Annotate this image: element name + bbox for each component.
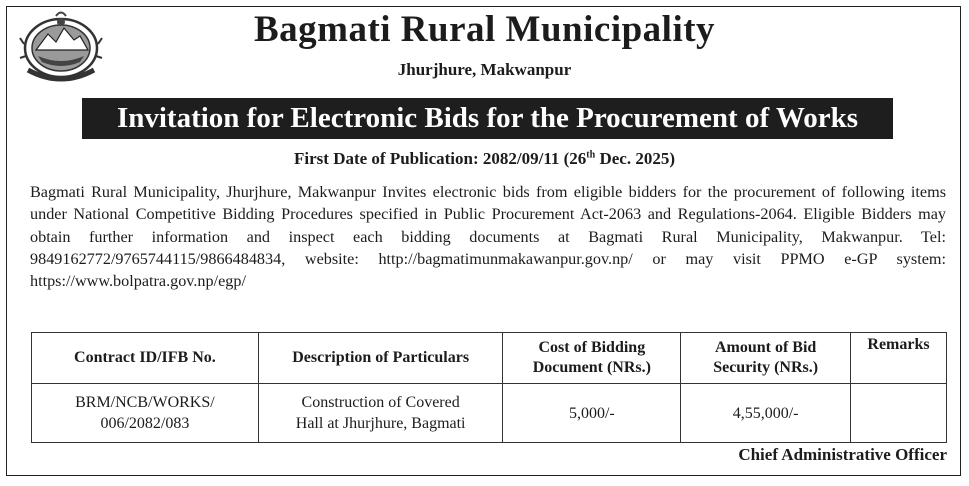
notice-body: Bagmati Rural Municipality, Jhurjhure, Makwanpur Invites electronic bids from eligible bidders for the procurement of following items under National Competitive Bidding Procedures specified in Public Procurement Act-2063 and Regulations-2064. Eligible Bidders may obtain further information and inspect each bidding documents at Bagmati Rural Municipality, Makwanpur. Tel: 9849162772/9765744115/9866484834, website: http://bagmatimunmakawanpur.gov.np/ or may visit PPMO e-GP system: https://www.bolpatra.gov.np/egp/	[30, 183, 946, 291]
header-cost-line2: Document (NRs.)	[532, 359, 651, 376]
cell-remarks	[851, 384, 947, 443]
table-header-row	[32, 333, 947, 384]
header-remarks: Remarks	[851, 333, 947, 384]
publication-date-suffix-sup: th	[586, 149, 596, 161]
header-security	[681, 333, 851, 384]
header-cost-line1: Cost of Bidding	[538, 339, 646, 356]
header-security-line2: Security (NRs.)	[713, 359, 819, 376]
table-row	[32, 384, 947, 443]
cell-security: 4,55,000/-	[681, 384, 851, 443]
publication-date	[0, 149, 969, 169]
header-description: Description of Particulars	[258, 333, 503, 384]
header-contract-id: Contract ID/IFB No.	[32, 333, 259, 384]
contract-id-line2: 006/2082/083	[100, 415, 190, 432]
publication-date-prefix: First Date of Publication: 2082/09/11 (26	[294, 149, 587, 168]
publication-date-suffix: Dec. 2025)	[595, 149, 675, 168]
header-security-line1: Amount of Bid	[714, 339, 817, 356]
cell-cost: 5,000/-	[503, 384, 681, 443]
description-line1: Construction of Covered	[301, 394, 460, 411]
municipality-title: Bagmati Rural Municipality	[253, 9, 716, 50]
municipality-location: Jhurjhure, Makwanpur	[397, 60, 572, 79]
header-cost	[503, 333, 681, 384]
notice-banner: Invitation for Electronic Bids for the Procurement of Works	[82, 98, 893, 139]
bid-table	[31, 332, 947, 443]
signature-title: Chief Administrative Officer	[738, 445, 947, 464]
contract-id-line1: BRM/NCB/WORKS/	[75, 394, 215, 411]
cell-description	[258, 384, 503, 443]
description-line2: Hall at Jhurjhure, Bagmati	[295, 415, 466, 432]
cell-contract-id	[32, 384, 259, 443]
